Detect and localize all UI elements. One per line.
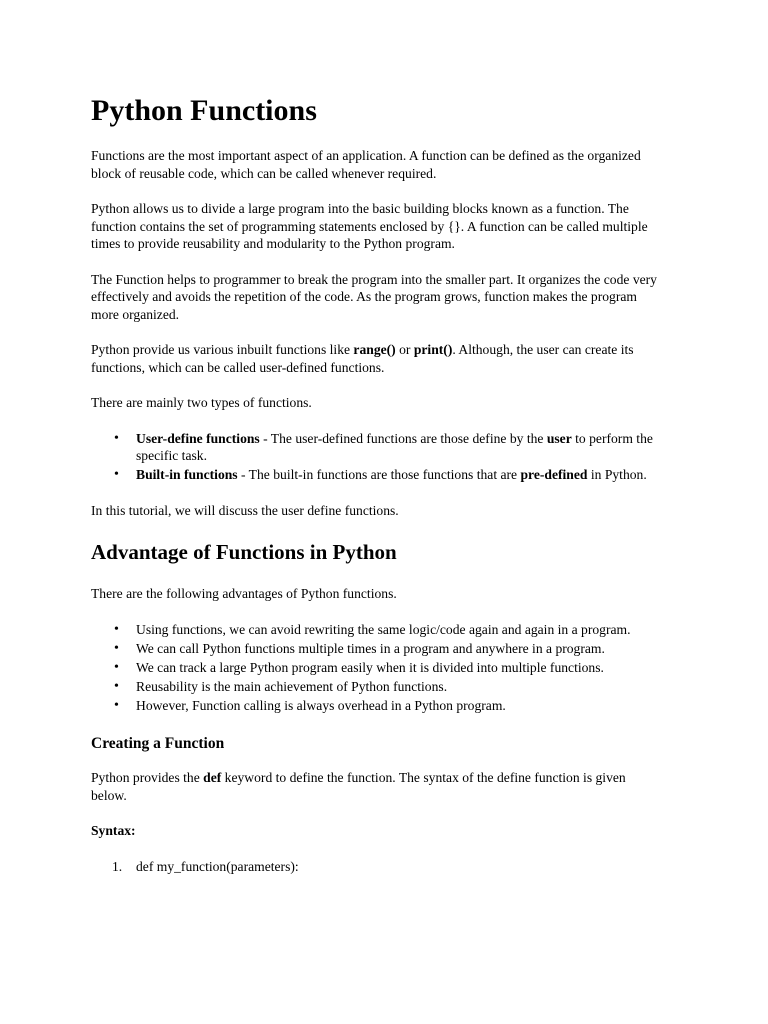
list-item: • However, Function calling is always overhead in a Python program. (136, 697, 658, 715)
intro-paragraph-4 (91, 341, 658, 376)
creating-heading: Creating a Function (91, 735, 225, 752)
print-function-name: print() (413, 342, 453, 357)
list-item (136, 430, 658, 465)
type-bold: pre-defined (520, 467, 588, 482)
type-text-b: in Python. (587, 467, 647, 482)
code-line-number: 1. (112, 858, 123, 874)
type-text-a: - The built-in functions are those functions that are (237, 467, 521, 482)
type-bold: user (546, 430, 572, 446)
intro-paragraph-3: The Function helps to programmer to break the program into the smaller part. It organizes the code very effectively and avoids the repetition of the code. As the program grows, function makes the program more organized. (91, 271, 657, 322)
intro-p4-mid: or (395, 342, 414, 357)
intro-paragraph-2: Python allows us to divide a large program into the basic building blocks known as a function. The function contains the set of programming statements enclosed by {}. A function can be called multiple times to provide reusability and modularity to the Python program. (91, 201, 648, 251)
creating-p-before: Python provides the (91, 770, 204, 785)
syntax-label-text: Syntax: (91, 823, 136, 838)
intro-paragraph-5: There are mainly two types of functions. (91, 395, 312, 410)
function-types-list (91, 430, 658, 484)
creating-p-after: keyword to define the function. The syntax of the define function is given below. (91, 770, 626, 803)
intro-p4-after: . Although, the user can create its functions, which can be called user-defined functions. (91, 342, 634, 375)
range-function-name: range() (353, 342, 396, 357)
type-text-b: to perform the specific task. (136, 430, 653, 463)
intro-p4-before: Python provide us various inbuilt functions like (91, 342, 354, 357)
syntax-label (91, 822, 658, 840)
def-keyword: def (203, 770, 222, 785)
type-term: User-define functions (136, 430, 260, 446)
intro-paragraph-1: Functions are the most important aspect of an application. A function can be defined as the organized block of reusable code, which can be called whenever required. (91, 148, 641, 181)
type-term: Built-in functions (136, 467, 238, 482)
code-line (112, 858, 658, 876)
page-title: Python Functions (91, 94, 317, 127)
type-text-a: - The user-defined functions are those define by the (259, 430, 547, 446)
creating-paragraph (91, 769, 658, 804)
advantages-list (91, 621, 658, 715)
list-item: • We can call Python functions multiple times in a program and anywhere in a program. (136, 640, 658, 658)
list-item (136, 466, 658, 484)
advantages-heading: Advantage of Functions in Python (91, 540, 397, 564)
code-listing (91, 858, 658, 876)
code-line-text: def my_function(parameters): (136, 858, 299, 874)
advantages-intro: There are the following advantages of Python functions. (91, 586, 397, 601)
list-item: • Reusability is the main achievement of Python functions. (136, 678, 658, 696)
tutorial-note: In this tutorial, we will discuss the user define functions. (91, 502, 399, 518)
list-item: • We can track a large Python program easily when it is divided into multiple functions. (136, 659, 658, 677)
list-item: • Using functions, we can avoid rewriting the same logic/code again and again in a program. (136, 621, 658, 639)
